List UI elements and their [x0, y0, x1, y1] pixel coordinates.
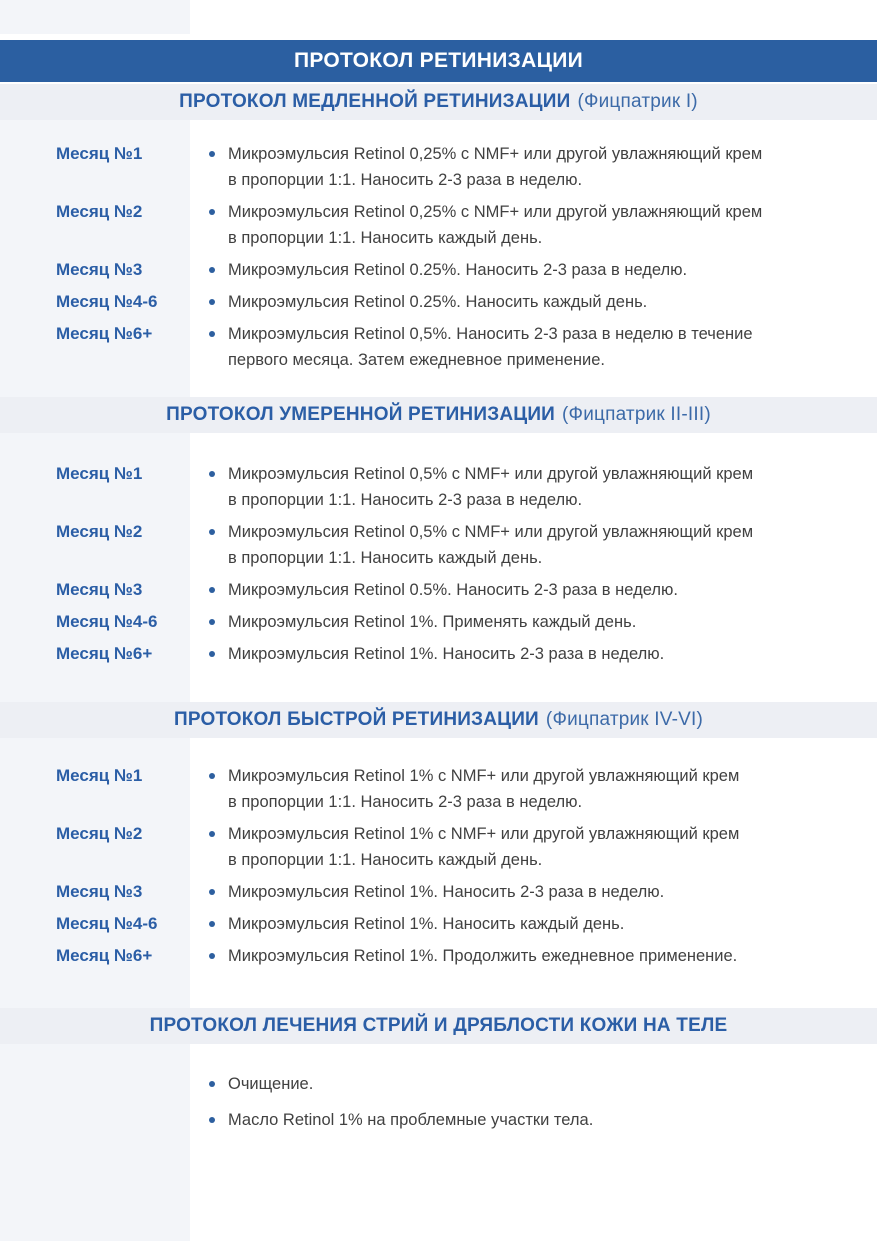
corner-block — [0, 0, 190, 34]
bullet-icon — [209, 209, 215, 215]
bullet-item — [209, 577, 678, 603]
bullet-icon — [209, 151, 215, 157]
bullet-icon — [209, 267, 215, 273]
bullet-line: в пропорции 1:1. Наносить 2-3 раза в неделю. — [228, 793, 583, 811]
bullet-line: Микроэмульсия Retinol 1% с NMF+ или другой увлажняющий крем — [228, 767, 740, 785]
bullet-item — [209, 289, 647, 315]
protocol-row — [0, 577, 877, 603]
section-note: (Фицпатрик IV-VI) — [545, 709, 704, 730]
bullet-line: Микроэмульсия Retinol 1%. Наносить 2-3 раза в неделю. — [228, 645, 665, 663]
bullet-line: Микроэмульсия Retinol 1%. Продолжить ежедневное применение. — [228, 947, 738, 965]
bullet-item — [209, 821, 739, 873]
bullet-line: Микроэмульсия Retinol 1% с NMF+ или другой увлажняющий крем — [228, 825, 740, 843]
bullet-item — [209, 461, 753, 513]
bullet-icon — [209, 953, 215, 959]
month-label: Месяц №2 — [56, 522, 143, 541]
protocol-row — [0, 911, 877, 937]
bullet-item — [209, 199, 762, 251]
bullet-icon — [209, 831, 215, 837]
bullet-line: Микроэмульсия Retinol 0,5% с NMF+ или другой увлажняющий крем — [228, 523, 754, 541]
bullet-icon — [209, 773, 215, 779]
section-note: (Фицпатрик I) — [577, 91, 698, 112]
protocol-row — [0, 289, 877, 315]
month-label: Месяц №6+ — [56, 644, 153, 663]
section-note: (Фицпатрик II-III) — [562, 404, 711, 425]
bullet-icon — [209, 1081, 215, 1087]
bullet-item — [209, 763, 739, 815]
bullet-line: в пропорции 1:1. Наносить 2-3 раза в неделю. — [228, 491, 583, 509]
protocol-row — [0, 763, 877, 815]
bullet-item — [209, 911, 624, 937]
bullet-line: первого месяца. Затем ежедневное применение. — [228, 351, 606, 369]
protocol-row — [0, 609, 877, 635]
section-title: ПРОТОКОЛ МЕДЛЕННОЙ РЕТИНИЗАЦИИ — [179, 91, 571, 112]
month-label: Месяц №2 — [56, 202, 143, 221]
section-header-fast — [0, 702, 877, 738]
month-label: Месяц №2 — [56, 824, 143, 843]
section-body-fast — [0, 738, 877, 1008]
document-title: ПРОТОКОЛ РЕТИНИЗАЦИИ — [293, 49, 584, 72]
month-label: Месяц №4-6 — [56, 292, 158, 311]
bullet-line: Микроэмульсия Retinol 0.25%. Наносить каждый день. — [228, 293, 648, 311]
bullet-item — [209, 141, 762, 193]
section-header-moderate — [0, 397, 877, 433]
bullet-item — [209, 943, 737, 969]
section-title: ПРОТОКОЛ ЛЕЧЕНИЯ СТРИЙ И ДРЯБЛОСТИ КОЖИ НА ТЕЛЕ — [149, 1015, 728, 1036]
bullet-icon — [209, 587, 215, 593]
month-label: Месяц №6+ — [56, 324, 153, 343]
bullet-item — [209, 1071, 313, 1097]
month-label: Месяц №4-6 — [56, 914, 158, 933]
protocol-row — [0, 519, 877, 571]
bullet-line: в пропорции 1:1. Наносить каждый день. — [228, 851, 543, 869]
bullet-icon — [209, 619, 215, 625]
bullet-item — [209, 257, 687, 283]
bullet-icon — [209, 889, 215, 895]
protocol-row — [0, 321, 877, 373]
section-title: ПРОТОКОЛ БЫСТРОЙ РЕТИНИЗАЦИИ — [173, 709, 539, 730]
protocol-row — [0, 641, 877, 667]
bullet-icon — [209, 529, 215, 535]
bullet-icon — [209, 1117, 215, 1123]
bullet-line: Микроэмульсия Retinol 0,5%. Наносить 2-3 раза в неделю в течение — [228, 325, 753, 343]
document-title-bar — [0, 40, 877, 82]
month-label: Месяц №4-6 — [56, 612, 158, 631]
bullet-item — [209, 519, 753, 571]
month-label: Месяц №1 — [56, 766, 143, 785]
bullet-icon — [209, 921, 215, 927]
bullet-line: в пропорции 1:1. Наносить каждый день. — [228, 549, 543, 567]
protocol-row — [0, 821, 877, 873]
bullet-item — [209, 609, 636, 635]
protocol-row — [0, 199, 877, 251]
bullet-item — [209, 1107, 593, 1133]
bullet-item — [209, 879, 664, 905]
bullet-line: Микроэмульсия Retinol 0,5% с NMF+ или другой увлажняющий крем — [228, 465, 754, 483]
month-label: Месяц №3 — [56, 580, 143, 599]
protocol-row — [0, 461, 877, 513]
section-body-moderate — [0, 433, 877, 702]
protocol-row — [0, 1071, 877, 1097]
section-title: ПРОТОКОЛ УМЕРЕННОЙ РЕТИНИЗАЦИИ — [166, 404, 556, 425]
month-label: Месяц №3 — [56, 260, 143, 279]
protocol-row — [0, 257, 877, 283]
bullet-line: Микроэмульсия Retinol 0.5%. Наносить 2-3 раза в неделю. — [228, 581, 678, 599]
bullet-item — [209, 321, 753, 373]
section-header-body-treatment — [0, 1008, 877, 1044]
bullet-line: Очищение. — [228, 1075, 314, 1093]
month-label: Месяц №1 — [56, 144, 143, 163]
bullet-item — [209, 641, 664, 667]
month-label: Месяц №1 — [56, 464, 143, 483]
month-label: Месяц №6+ — [56, 946, 153, 965]
bullet-line: Микроэмульсия Retinol 1%. Применять каждый день. — [228, 613, 637, 631]
bullet-icon — [209, 471, 215, 477]
section-body-body-treatment — [0, 1044, 877, 1133]
bullet-icon — [209, 331, 215, 337]
bullet-icon — [209, 299, 215, 305]
bullet-line: Масло Retinol 1% на проблемные участки тела. — [228, 1111, 594, 1129]
bullet-line: Микроэмульсия Retinol 1%. Наносить 2-3 раза в неделю. — [228, 883, 665, 901]
bullet-line: Микроэмульсия Retinol 0.25%. Наносить 2-3 раза в неделю. — [228, 261, 688, 279]
protocol-row — [0, 943, 877, 969]
protocol-row — [0, 1107, 877, 1133]
bullet-line: Микроэмульсия Retinol 0,25% с NMF+ или другой увлажняющий крем — [228, 145, 763, 163]
bullet-line: Микроэмульсия Retinol 1%. Наносить каждый день. — [228, 915, 625, 933]
bullet-icon — [209, 651, 215, 657]
protocol-row — [0, 141, 877, 193]
section-header-slow — [0, 84, 877, 120]
bullet-line: в пропорции 1:1. Наносить 2-3 раза в неделю. — [228, 171, 583, 189]
month-label: Месяц №3 — [56, 882, 143, 901]
bullet-line: Микроэмульсия Retinol 0,25% с NMF+ или другой увлажняющий крем — [228, 203, 763, 221]
protocol-row — [0, 879, 877, 905]
bullet-line: в пропорции 1:1. Наносить каждый день. — [228, 229, 543, 247]
section-body-slow — [0, 120, 877, 397]
